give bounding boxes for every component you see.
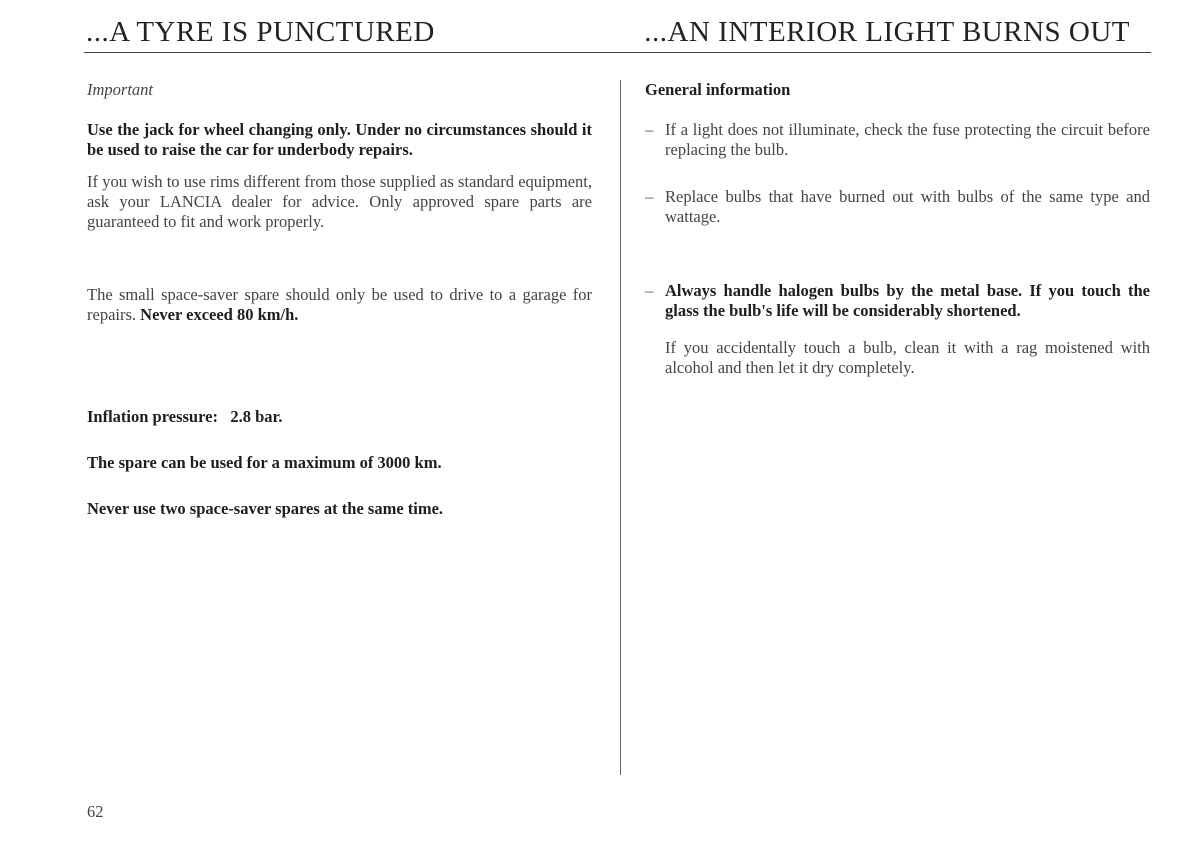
dash-bullet: – [645, 187, 654, 206]
inflation-label: Inflation pressure: [87, 407, 218, 426]
never-two-spares: Never use two space-saver spares at the same time. [87, 499, 444, 518]
right-column [645, 80, 1150, 378]
header-rule [84, 52, 1151, 53]
list-item [645, 187, 1150, 227]
space-saver-text: The small space-saver spare should only be used to drive to a garage for repairs. [87, 285, 592, 324]
speed-limit: Never exceed 80 km/h. [140, 305, 299, 324]
left-section-title: ...A TYRE IS PUNCTURED [86, 16, 435, 48]
list-item [645, 120, 1150, 160]
halogen-warning: Always handle halogen bulbs by the metal base. If you touch the glass the bulb's life will be considerably shortened. [665, 281, 1150, 320]
dash-bullet: – [645, 120, 654, 139]
max-distance: The spare can be used for a maximum of 3000 km. [87, 453, 442, 472]
important-label: Important [87, 80, 153, 99]
space-saver-note [87, 285, 592, 325]
right-section-title: ...AN INTERIOR LIGHT BURNS OUT [644, 16, 1130, 48]
page-number: 62 [87, 802, 104, 821]
fuse-check-text: If a light does not illuminate, check the fuse protecting the circuit before replacing the bulb. [665, 120, 1150, 159]
dash-bullet: – [645, 281, 654, 300]
jack-warning: Use the jack for wheel changing only. Under no circumstances should it be used to raise the car for underbody repairs. [87, 120, 592, 159]
inflation-value: 2.8 bar. [230, 407, 283, 426]
rims-advice: If you wish to use rims different from those supplied as standard equipment, ask your LANCIA dealer for advice. Only approved spare parts are guaranteed to fit and work properly. [87, 172, 592, 231]
general-info-heading: General information [645, 80, 791, 99]
inflation-pressure [87, 407, 592, 427]
column-divider [620, 80, 621, 775]
left-column [87, 80, 592, 519]
list-item [645, 281, 1150, 321]
accidental-touch-text: If you accidentally touch a bulb, clean it with a rag moistened with alcohol and then let it dry completely. [665, 338, 1150, 377]
replace-bulb-text: Replace bulbs that have burned out with bulbs of the same type and wattage. [665, 187, 1150, 226]
